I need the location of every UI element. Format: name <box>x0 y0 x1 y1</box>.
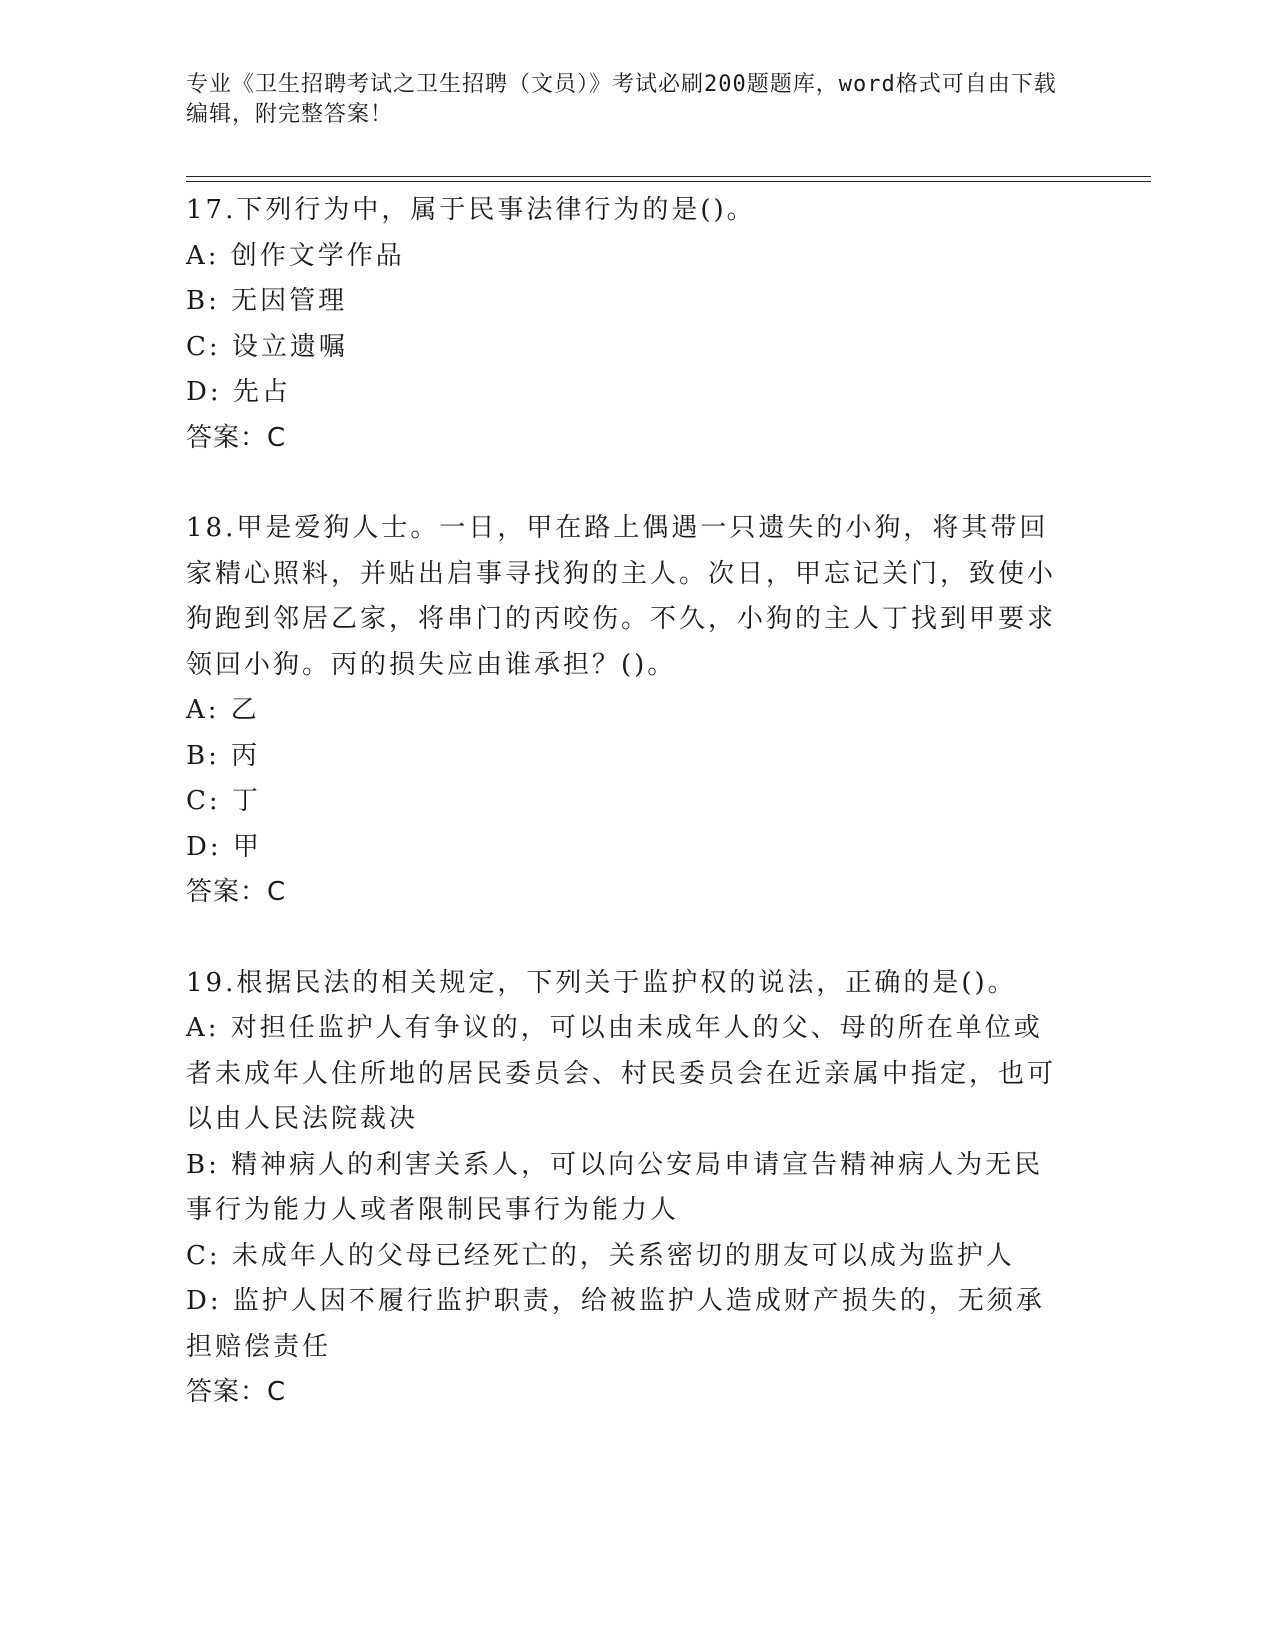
question-18 <box>186 506 1066 916</box>
option-d: D: 监护人因不履行监护职责，给被监护人造成财产损失的，无须承担赔偿责任 <box>186 1286 1045 1362</box>
header-divider-top <box>186 176 1151 177</box>
document-header <box>186 70 1066 130</box>
question-19 <box>186 961 1066 1416</box>
question-stem: 17.下列行为中，属于民事法律行为的是()。 <box>186 195 756 225</box>
header-text: 专业《卫生招聘考试之卫生招聘（文员）》考试必刷200题题库，word格式可自由下载编辑，附完整答案！ <box>186 72 1057 127</box>
option-a: A: 对担任监护人有争议的，可以由未成年人的父、母的所在单位或者未成年人住所地的居民委员会、村民委员会在近亲属中指定，也可以由人民法院裁决 <box>186 1013 1057 1134</box>
header-divider-bottom <box>186 181 1151 182</box>
option-d: D: 甲 <box>186 831 262 862</box>
question-17 <box>186 188 1066 461</box>
option-a: A: 乙 <box>186 695 260 725</box>
option-c: C: 丁 <box>186 786 261 816</box>
option-b: B: 精神病人的利害关系人，可以向公安局申请宣告精神病人为无民事行为能力人或者限制民事行为能力人 <box>186 1149 1044 1225</box>
question-stem: 19.根据民法的相关规定，下列关于监护权的说法，正确的是()。 <box>186 967 1017 998</box>
option-b: B: 丙 <box>186 740 261 771</box>
option-d: D: 先占 <box>186 377 291 407</box>
answer: 答案：C <box>186 422 287 453</box>
option-c: C: 未成年人的父母已经死亡的，关系密切的朋友可以成为监护人 <box>186 1240 1015 1271</box>
option-a: A: 创作文学作品 <box>186 240 405 271</box>
option-b: B: 无因管理 <box>186 286 348 316</box>
option-c: C: 设立遗嘱 <box>186 331 348 362</box>
question-stem: 18.甲是爱狗人士。一日，甲在路上偶遇一只遗失的小狗，将其带回家精心照料，并贴出启事寻找狗的主人。次日，甲忘记关门，致使小狗跑到邻居乙家，将串门的丙咬伤。不久，小狗的主人丁找到甲要求领回小狗。丙的损失应由谁承担？()。 <box>186 513 1057 680</box>
answer: 答案：C <box>186 877 287 907</box>
answer: 答案：C <box>186 1377 287 1407</box>
question-list <box>186 188 1066 1461</box>
